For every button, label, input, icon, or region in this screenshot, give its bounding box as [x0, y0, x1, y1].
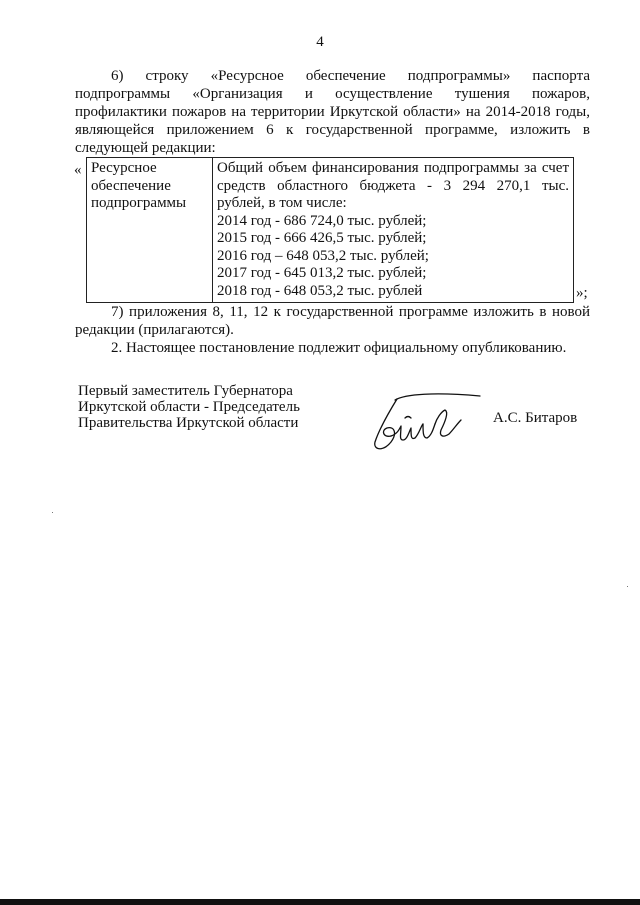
signatory-position: [78, 383, 300, 431]
item7-line-1: 7) приложения 8, 11, 12 к государственной программе изложить в новой: [111, 304, 590, 320]
table-row: [87, 158, 574, 303]
funding-2016: 2016 год – 648 053,2 тыс. рублей;: [217, 247, 429, 264]
resource-provision-label: [87, 158, 213, 303]
page-number: 4: [316, 34, 324, 50]
funding-2018: 2018 год - 648 053,2 тыс. рублей: [217, 282, 423, 299]
item6-line-3: профилактики пожаров на территории Иркутской области» на 2014-2018 годы,: [75, 104, 590, 120]
item6-line-4: являющейся приложением 6 к государственной программе, изложить в: [75, 122, 590, 138]
scan-bottom-edge: [0, 899, 640, 905]
funding-2015: 2015 год - 666 426,5 тыс. рублей;: [217, 230, 427, 246]
signatory-name: А.С. Битаров: [493, 410, 578, 426]
funding-line-3: рублей, в том числе:: [217, 195, 347, 211]
position-line-2: Иркутской области - Председатель: [78, 399, 300, 415]
funding-line-2: средств областного бюджета - 3 294 270,1 тыс.: [217, 177, 569, 194]
scan-speck: [627, 586, 628, 587]
passport-table: [86, 157, 574, 303]
funding-line-1: Общий объем финансирования подпрограммы за счет: [217, 160, 569, 176]
item6-line-1: 6) строку «Ресурсное обеспечение подпрограммы» паспорта: [111, 68, 590, 84]
item6-line-5: следующей редакции:: [75, 140, 216, 156]
closing-quote: »;: [576, 285, 588, 301]
scan-speck: [52, 512, 53, 513]
funding-details-cell: [213, 158, 574, 303]
item6-line-2: подпрограммы «Организация и осуществление тушения пожаров,: [75, 86, 590, 102]
funding-2014: 2014 год - 686 724,0 тыс. рублей;: [217, 212, 427, 229]
handwritten-signature: [365, 390, 485, 460]
position-line-3: Правительства Иркутской области: [78, 415, 299, 431]
item2-publication: 2. Настоящее постановление подлежит официальному опубликованию.: [111, 340, 567, 356]
opening-quote: «: [74, 162, 82, 178]
resource-provision-text: Ресурсное обеспечение подпрограммы: [91, 160, 187, 211]
item7-line-2: редакции (прилагаются).: [75, 322, 234, 338]
funding-2017: 2017 год - 645 013,2 тыс. рублей;: [217, 265, 427, 281]
position-line-1: Первый заместитель Губернатора: [78, 383, 293, 399]
